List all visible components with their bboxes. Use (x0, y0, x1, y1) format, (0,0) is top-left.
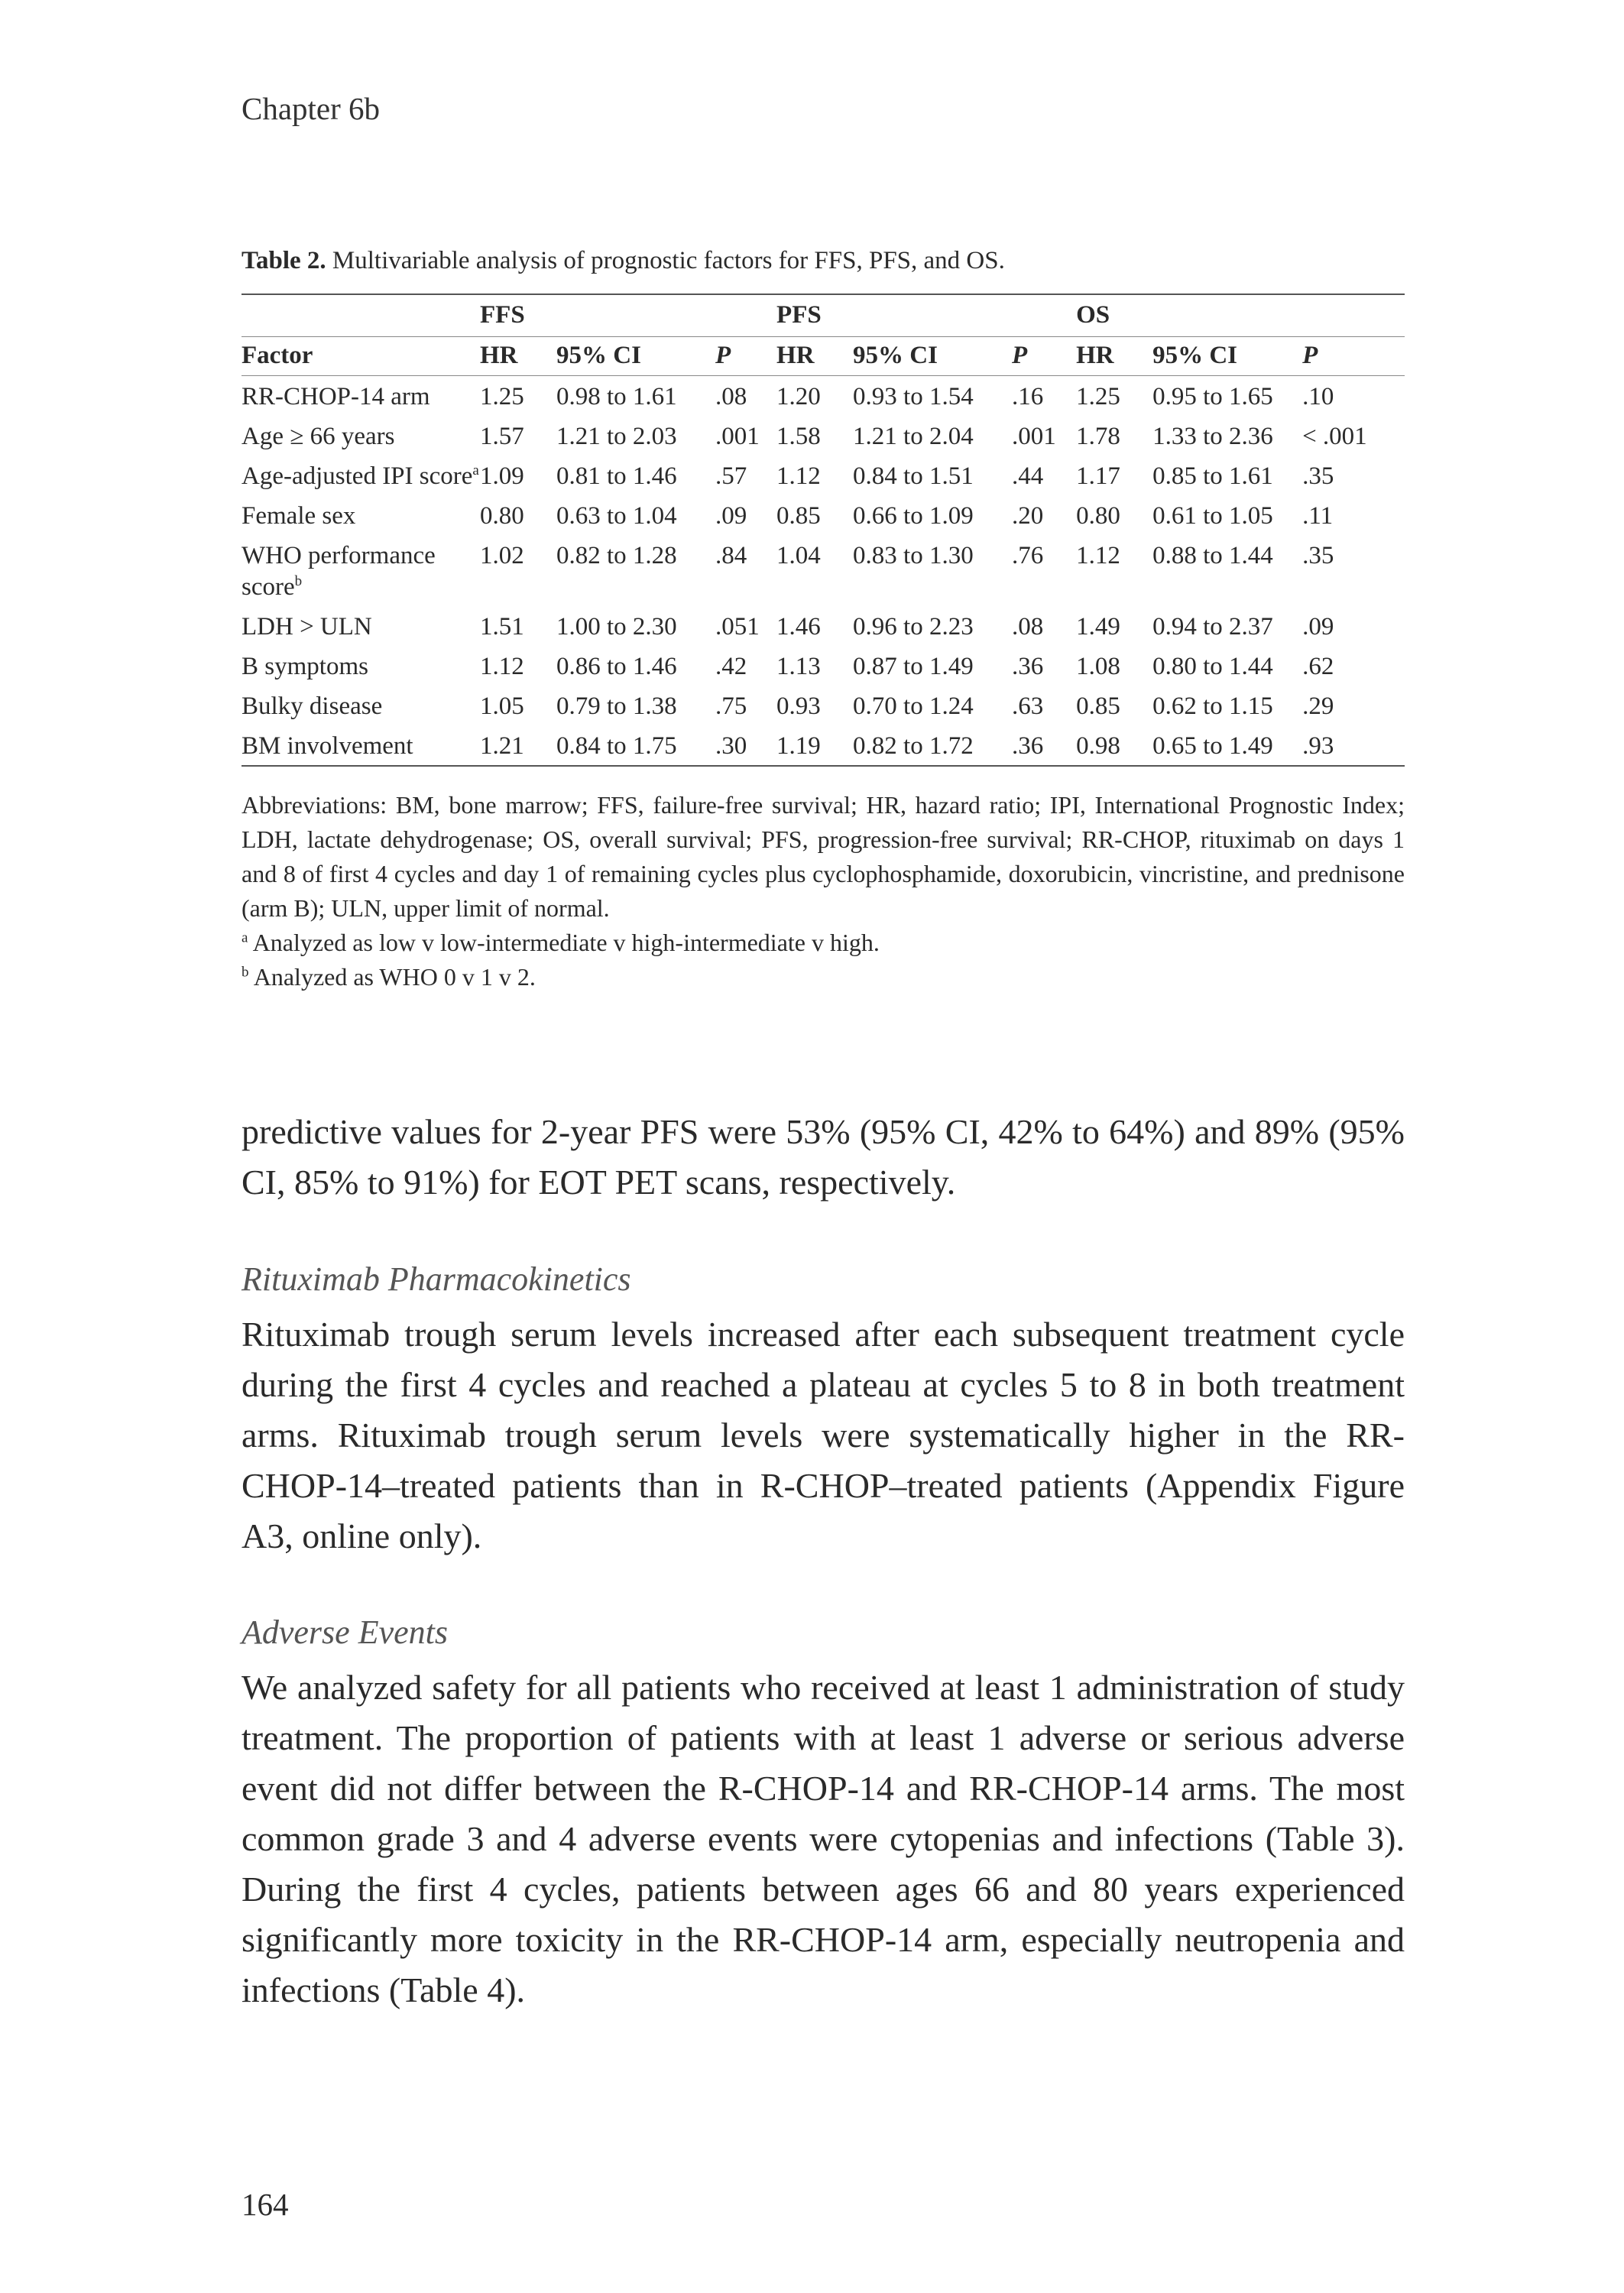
table-group-header-row (241, 294, 1405, 337)
factor-label: WHO performance score (241, 541, 436, 601)
column-header: P (1302, 336, 1405, 375)
paragraph-text: We analyzed safety for all patients who received at least 1 administration of study treatment. The proportion of patients with at least 1 adverse or serious adverse event did not differ between the R-CHOP-14 and RR-CHOP-14 arms. The most common grade 3 and 4 adverse events were cytopenias and infections (Table 3). During the first 4 cycles, patients between ages 66 and 80 years experienced significantly more toxicity in the RR-CHOP-14 arm, especially neutropenia and infections (Table 4). (241, 1668, 1405, 2009)
table-cell: .09 (715, 501, 747, 530)
multivariable-table (241, 294, 1405, 767)
table-cell: 1.08 (1076, 652, 1120, 680)
table-cell: 0.83 to 1.30 (853, 541, 974, 569)
factor-cell (241, 535, 480, 606)
factor-label: BM involvement (241, 731, 413, 760)
column-header: P (715, 336, 776, 375)
column-header: HR (480, 336, 556, 375)
table-cell: .29 (1302, 692, 1334, 720)
table-cell: 1.58 (776, 422, 821, 450)
table-cell: 0.94 to 2.37 (1152, 612, 1273, 641)
table-cell: .36 (1012, 725, 1076, 766)
table-cell: .051 (715, 612, 760, 641)
table-cell: .08 (715, 382, 747, 410)
table-cell: .30 (715, 725, 776, 766)
table-cell: 0.61 to 1.05 (1152, 501, 1273, 530)
table-cell: 0.95 to 1.65 (1152, 382, 1273, 410)
factor-cell (241, 495, 480, 535)
table-row (241, 606, 1405, 646)
factor-label: LDH > ULN (241, 612, 372, 641)
group-header-os: OS (1076, 294, 1405, 337)
table-row (241, 456, 1405, 495)
table-cell: 0.63 to 1.04 (556, 501, 677, 530)
footnote-text: Analyzed as WHO 0 v 1 v 2. (248, 962, 536, 991)
heading-rituximab-pharmacokinetics: Rituximab Pharmacokinetics (241, 1260, 631, 1298)
column-header: Factor (241, 336, 480, 375)
table-body (241, 375, 1405, 766)
table-cell: 0.84 to 1.51 (853, 462, 974, 490)
table-cell: .11 (1302, 501, 1334, 530)
factor-footnote-mark: b (294, 572, 303, 589)
table-cell: 0.82 to 1.72 (853, 725, 1012, 766)
table-cell: 0.86 to 1.46 (556, 652, 677, 680)
table-cell: .44 (1012, 462, 1044, 490)
table-cell: .35 (1302, 541, 1334, 569)
table-cell: 0.88 to 1.44 (1152, 541, 1273, 569)
factor-cell (241, 416, 480, 456)
table-cell: 1.46 (776, 612, 821, 641)
table-cell: 1.78 (1076, 422, 1120, 450)
table-abbreviations: Abbreviations: BM, bone marrow; FFS, failure-free survival; HR, hazard ratio; IPI, International Prognostic Index; LDH, lactate dehydrogenase; OS, overall survival; PFS, progression-free survival; RR-CHOP, rituximab on days 1 and 8 of first 4 cycles and day 1 of remaining cycles plus cyclophosphamide, doxorubicin, vincristine, and prednisone (arm B); ULN, upper limit of normal. (241, 790, 1405, 922)
table-cell: .42 (715, 652, 747, 680)
column-header: HR (776, 336, 853, 375)
table-cell: 0.96 to 2.23 (853, 612, 974, 641)
table-cell: 1.05 (480, 692, 524, 720)
table-cell: 0.85 (776, 501, 821, 530)
table-cell: 1.21 (480, 725, 556, 766)
table-cell: .16 (1012, 382, 1044, 410)
table-caption (241, 246, 1405, 277)
table-row (241, 646, 1405, 686)
table-cell: 0.98 to 1.61 (556, 382, 677, 410)
heading-adverse-events: Adverse Events (241, 1614, 448, 1651)
table-cell: 1.21 to 2.04 (853, 422, 974, 450)
table-row (241, 495, 1405, 535)
running-head: Chapter 6b (241, 91, 381, 126)
paragraph-adverse-events (241, 1662, 1405, 2016)
table-row (241, 725, 1405, 766)
table-cell: 1.25 (1076, 382, 1120, 410)
column-header: 95% CI (853, 336, 1012, 375)
table-row (241, 416, 1405, 456)
table-cell: 0.84 to 1.75 (556, 725, 715, 766)
table-row (241, 375, 1405, 416)
column-header: 95% CI (556, 336, 715, 375)
table-cell: .36 (1012, 652, 1044, 680)
table-cell: 1.00 to 2.30 (556, 612, 677, 641)
factor-label: Age-adjusted IPI score (241, 462, 473, 490)
column-header: P (1012, 336, 1076, 375)
table-cell: 0.98 (1076, 725, 1152, 766)
table-footnote-b (241, 960, 1405, 994)
group-header-ffs: FFS (480, 294, 776, 337)
paragraph-text: predictive values for 2-year PFS were 53% (95% CI, 42% to 64%) and 89% (95% CI, 85% to 91%) for EOT PET scans, respectively. (241, 1112, 1405, 1202)
table-cell: 0.85 to 1.61 (1152, 462, 1273, 490)
table-cell: 0.80 (1076, 501, 1120, 530)
table-cell: < .001 (1302, 422, 1367, 450)
table-cell: 1.13 (776, 652, 821, 680)
factor-label: B symptoms (241, 652, 368, 680)
table-footnote-a (241, 926, 1405, 960)
factor-footnote-mark: a (472, 462, 479, 478)
table-cell: .10 (1302, 382, 1334, 410)
page-number: 164 (241, 2187, 289, 2222)
table-caption-label: Table 2. (241, 247, 326, 274)
factor-cell (241, 375, 480, 416)
table-cell: 1.17 (1076, 462, 1120, 490)
table-cell: 0.79 to 1.38 (556, 692, 677, 720)
table-cell: 0.62 to 1.15 (1152, 692, 1273, 720)
table-cell: 1.04 (776, 541, 821, 569)
table-cell: 1.21 to 2.03 (556, 422, 677, 450)
table-cell: .35 (1302, 462, 1334, 490)
table-cell: 0.66 to 1.09 (853, 501, 974, 530)
footnote-mark: a (241, 929, 248, 945)
table-cell: 0.70 to 1.24 (853, 692, 974, 720)
table-cell: .57 (715, 462, 747, 490)
table-cell: .09 (1302, 612, 1334, 641)
table-cell: 0.81 to 1.46 (556, 462, 677, 490)
table-cell: .20 (1012, 501, 1044, 530)
table-cell: 0.82 to 1.28 (556, 541, 677, 569)
table-cell: 1.12 (480, 652, 524, 680)
table-cell: 0.87 to 1.49 (853, 652, 974, 680)
factor-label: RR-CHOP-14 arm (241, 382, 430, 410)
table-cell: 0.65 to 1.49 (1152, 725, 1302, 766)
table-cell: 1.57 (480, 422, 524, 450)
table-cell: .62 (1302, 652, 1334, 680)
factor-label: Bulky disease (241, 692, 383, 720)
table-cell: .75 (715, 692, 747, 720)
table-cell: .001 (715, 422, 760, 450)
paragraph-pharmacokinetics (241, 1309, 1405, 1562)
footnote-text: Analyzed as low v low-intermediate v high-intermediate v high. (248, 928, 880, 956)
table-cell: .001 (1012, 422, 1056, 450)
footnote-mark: b (241, 963, 249, 980)
table-cell: 1.33 to 2.36 (1152, 422, 1273, 450)
table-row (241, 535, 1405, 606)
table-cell: .63 (1012, 692, 1044, 720)
table-cell: 1.19 (776, 725, 853, 766)
table-cell: 1.51 (480, 612, 524, 641)
group-header-pfs: PFS (776, 294, 1076, 337)
factor-cell (241, 725, 480, 766)
table-cell: 0.93 (776, 692, 821, 720)
paragraph-predictive-values (241, 1107, 1405, 1208)
table-column-header-row (241, 336, 1405, 375)
table-cell: .08 (1012, 612, 1044, 641)
table-cell: 1.49 (1076, 612, 1120, 641)
table-row (241, 686, 1405, 725)
table-cell: .76 (1012, 541, 1044, 569)
table-cell: .84 (715, 541, 747, 569)
table-cell: 1.12 (1076, 541, 1120, 569)
table-cell: 0.85 (1076, 692, 1120, 720)
table-cell: 1.25 (480, 382, 524, 410)
table-cell: 0.80 (480, 501, 524, 530)
table-caption-text: Multivariable analysis of prognostic factors for FFS, PFS, and OS. (326, 247, 1005, 274)
factor-cell (241, 606, 480, 646)
factor-cell (241, 456, 480, 495)
factor-label: Age ≥ 66 years (241, 422, 395, 450)
table-cell: 1.02 (480, 541, 524, 569)
column-header: HR (1076, 336, 1152, 375)
table-cell: 1.12 (776, 462, 821, 490)
table-cell: 0.80 to 1.44 (1152, 652, 1273, 680)
factor-label: Female sex (241, 501, 356, 530)
table-cell: 1.20 (776, 382, 821, 410)
factor-cell (241, 686, 480, 725)
factor-cell (241, 646, 480, 686)
table-cell: 1.09 (480, 462, 524, 490)
paragraph-text: Rituximab trough serum levels increased after each subsequent treatment cycle during the first 4 cycles and reached a plateau at cycles 5 to 8 in both treatment arms. Rituximab trough serum levels were systematically higher in the RR-CHOP-14–treated patients than in R-CHOP–treated patients (Appendix Figure A3, online only). (241, 1315, 1405, 1555)
table-2-block (241, 246, 1405, 994)
table-cell: .93 (1302, 725, 1405, 766)
column-header: 95% CI (1152, 336, 1302, 375)
table-cell: 0.93 to 1.54 (853, 382, 974, 410)
